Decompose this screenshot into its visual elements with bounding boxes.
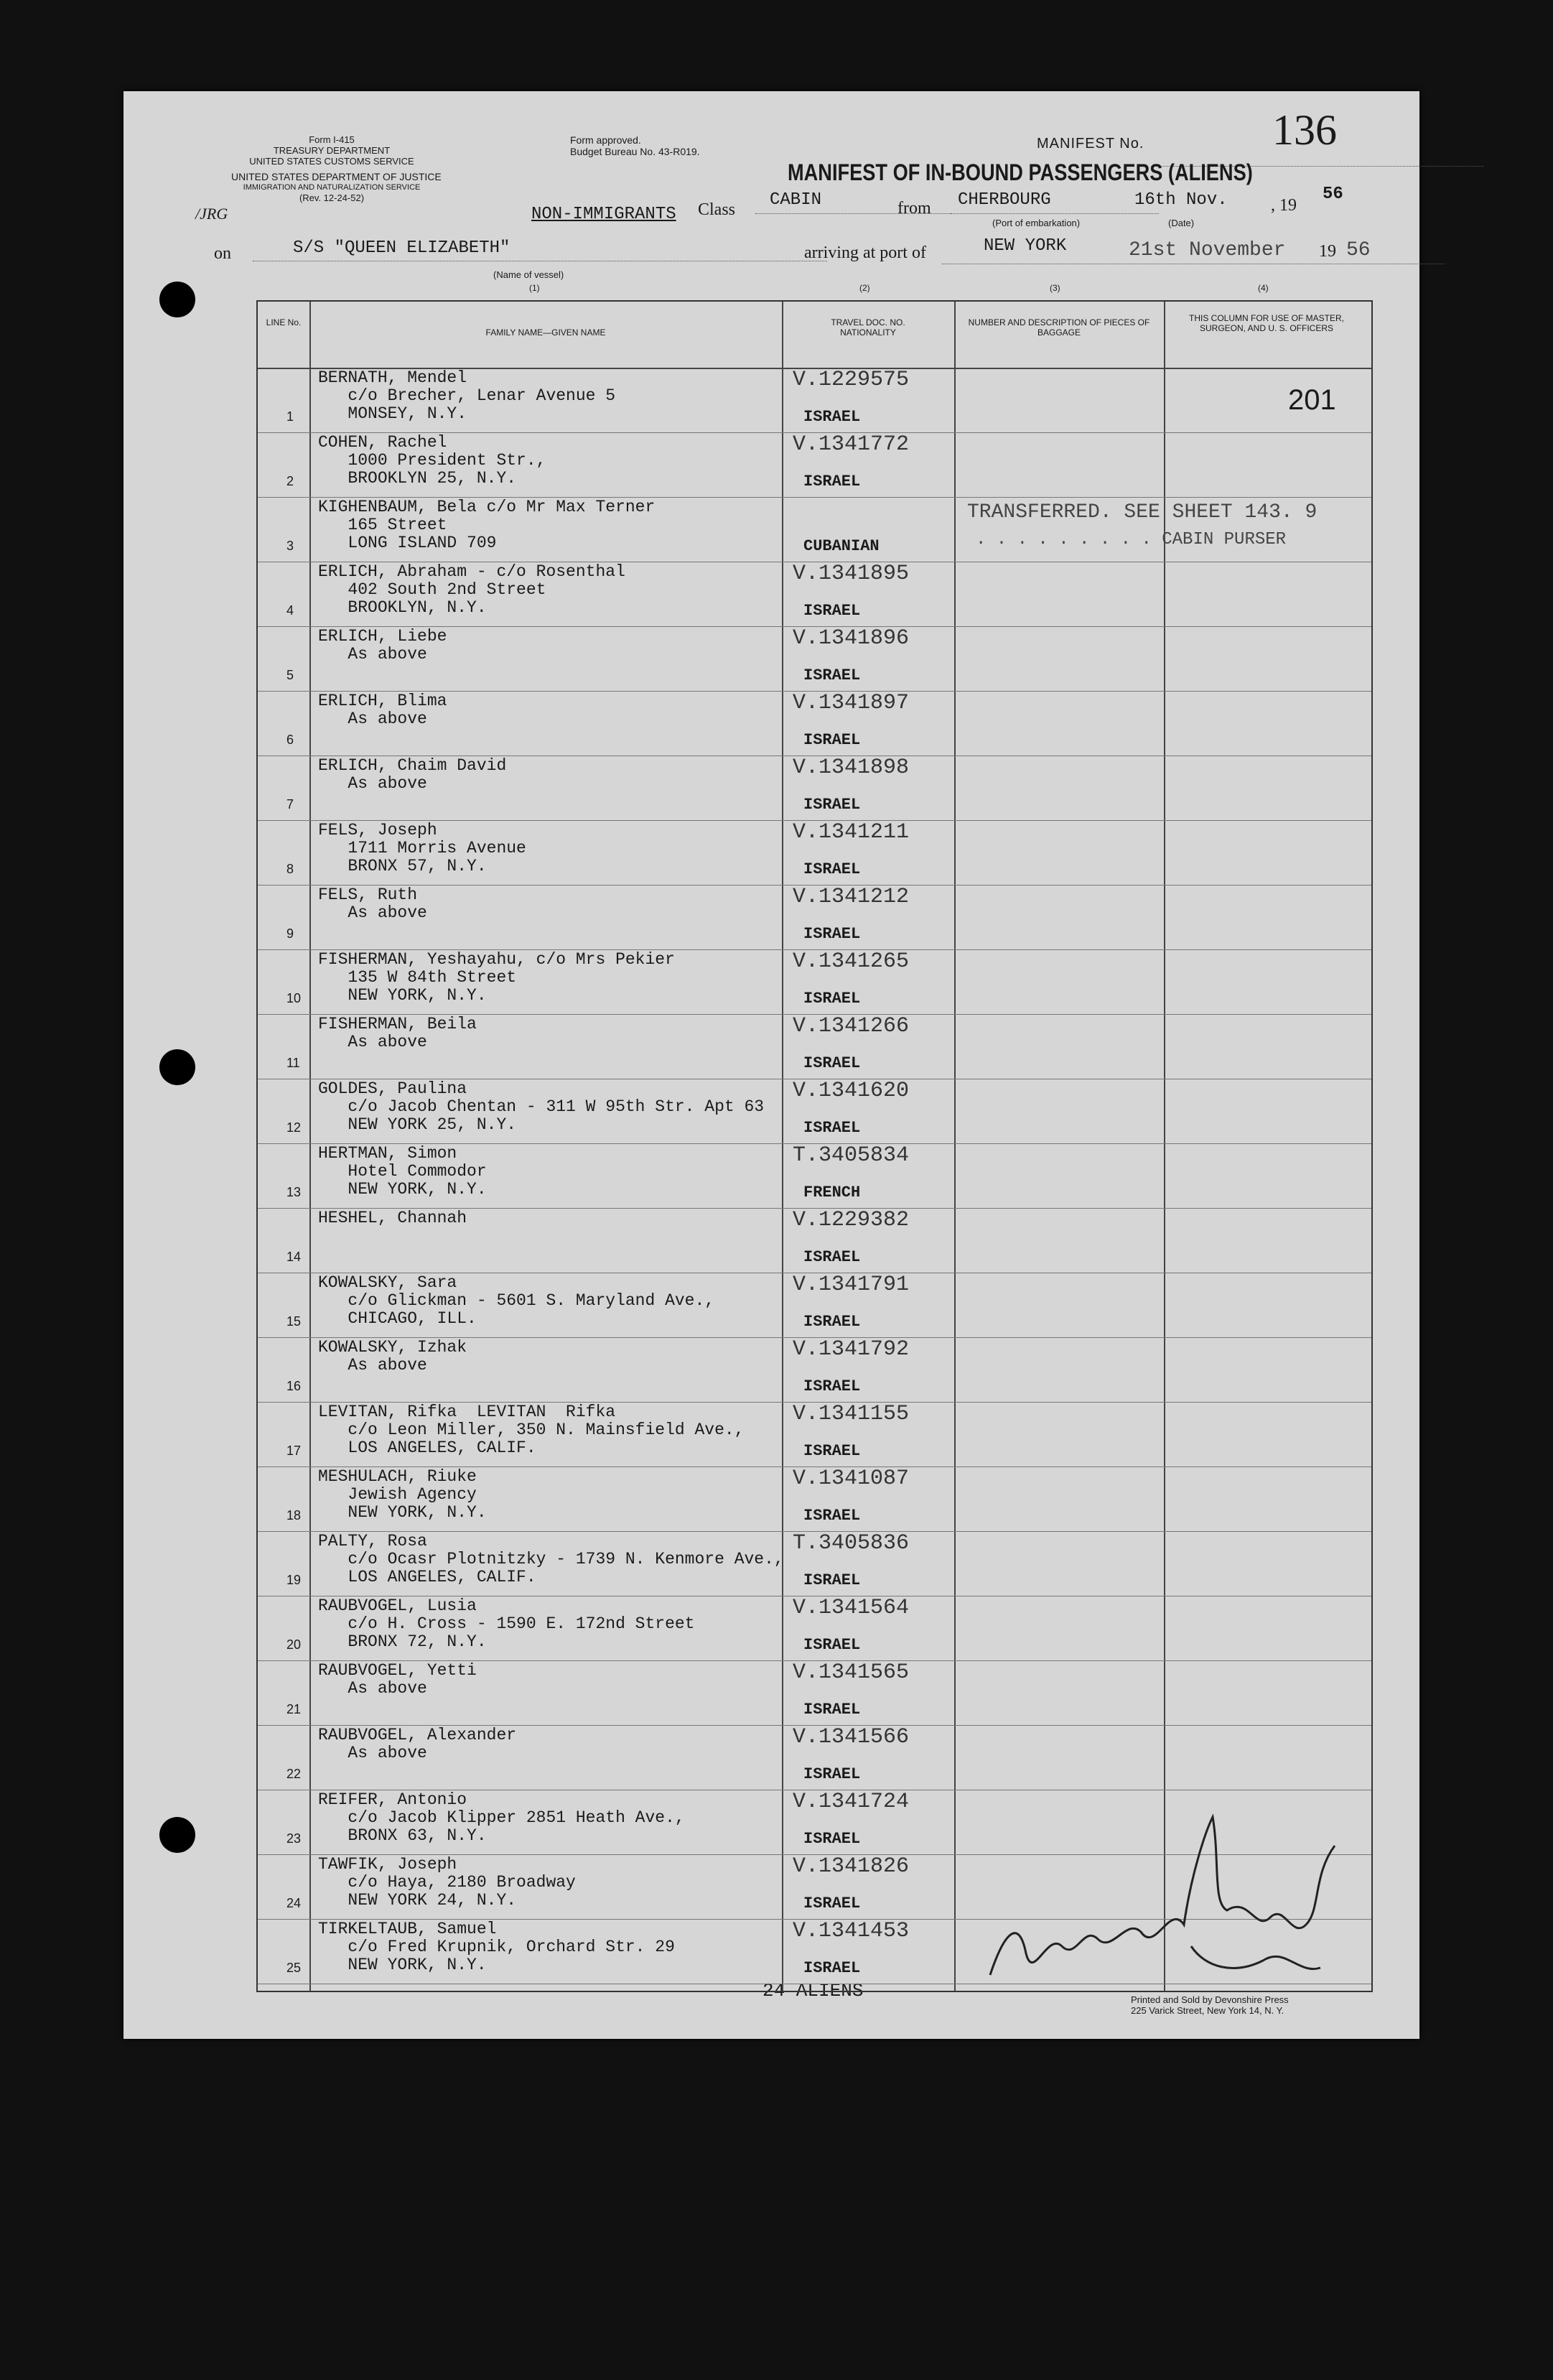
- non-immigrants: NON-IMMIGRANTS: [531, 205, 676, 224]
- date-caption: (Date): [1168, 218, 1195, 228]
- travel-doc-number: V.1341772: [793, 432, 910, 457]
- class-line: [755, 213, 964, 214]
- embark-date: 16th Nov.: [1134, 190, 1228, 210]
- arriving-label: arriving at port of: [804, 243, 926, 262]
- passenger-name: REIFER, Antonio c/o Jacob Klipper 2851 Heath Ave., BRONX 63, N.Y.: [318, 1790, 685, 1845]
- travel-doc-number: V.1341155: [793, 1402, 910, 1426]
- travel-doc-number: V.1341211: [793, 820, 910, 845]
- passenger-table: [256, 300, 1373, 1992]
- handwritten-signature: [976, 1788, 1349, 1989]
- passenger-name: FELS, Ruth As above: [318, 885, 427, 922]
- nationality: ISRAEL: [803, 1571, 861, 1589]
- passenger-name: KIGHENBAUM, Bela c/o Mr Max Terner 165 Street LONG ISLAND 709: [318, 498, 656, 552]
- nationality: ISRAEL: [803, 1765, 861, 1783]
- punch-hole-middle: [159, 1049, 195, 1085]
- nationality: ISRAEL: [803, 1959, 861, 1977]
- passenger-name: COHEN, Rachel 1000 President Str., BROOKLYN 25, N.Y.: [318, 433, 546, 488]
- arrival-year: 56: [1346, 239, 1371, 261]
- nationality: ISRAEL: [803, 1054, 861, 1072]
- nationality: ISRAEL: [803, 990, 861, 1008]
- arrival-year-prefix: 19: [1319, 242, 1336, 261]
- passenger-name: RAUBVOGEL, Yetti As above: [318, 1661, 477, 1698]
- table-row: [258, 756, 1371, 820]
- passenger-name: KOWALSKY, Sara c/o Glickman - 5601 S. Maryland Ave., CHICAGO, ILL.: [318, 1273, 715, 1328]
- line-number: 7: [286, 797, 294, 812]
- line-number: 23: [286, 1831, 302, 1846]
- nationality: ISRAEL: [803, 1119, 861, 1137]
- passenger-name: BERNATH, Mendel c/o Brecher, Lenar Avenue 5 MONSEY, N.Y.: [318, 368, 616, 423]
- line-number: 11: [286, 1056, 300, 1070]
- travel-doc-number: V.1341265: [793, 949, 910, 974]
- passenger-name: ERLICH, Blima As above: [318, 692, 447, 728]
- line-number: 19: [286, 1573, 302, 1587]
- initials: /JRG: [195, 205, 228, 223]
- total-aliens: 24 ALIENS: [762, 1980, 864, 2002]
- travel-doc-number: V.1341564: [793, 1596, 910, 1620]
- manifest-number: 136: [1272, 106, 1337, 154]
- travel-doc-number: V.1229382: [793, 1208, 910, 1232]
- year-value: 56: [1323, 185, 1343, 204]
- line-number: 3: [286, 539, 294, 553]
- vessel-caption: (Name of vessel): [493, 269, 564, 280]
- col3-number: (3): [1050, 283, 1060, 293]
- travel-doc-number: V.1341791: [793, 1273, 910, 1297]
- port-caption: (Port of embarkation): [992, 218, 1081, 228]
- travel-doc-number: V.1341266: [793, 1014, 910, 1038]
- col4-number: (4): [1258, 283, 1269, 293]
- line-number: 14: [286, 1250, 302, 1264]
- table-row: [258, 626, 1371, 691]
- from-label: from: [897, 199, 931, 218]
- travel-doc-number: V.1341826: [793, 1854, 910, 1879]
- travel-doc-number: V.1341897: [793, 691, 910, 715]
- col-header-doc: TRAVEL DOC. NO. NATIONALITY: [831, 317, 905, 338]
- passenger-name: ERLICH, Abraham - c/o Rosenthal 402 South 2nd Street BROOKLYN, N.Y.: [318, 562, 625, 617]
- passenger-name: PALTY, Rosa c/o Ocasr Plotnitzky - 1739 N. Kenmore Ave., LOS ANGELES, CALIF.: [318, 1532, 784, 1586]
- table-row: [258, 1531, 1371, 1596]
- nationality: ISRAEL: [803, 1507, 861, 1525]
- table-row: [258, 820, 1371, 885]
- table-row: [258, 1208, 1371, 1273]
- nationality: ISRAEL: [803, 1636, 861, 1654]
- travel-doc-number: V.1341565: [793, 1660, 910, 1685]
- passenger-name: MESHULACH, Riuke Jewish Agency NEW YORK, N.Y.: [318, 1467, 487, 1522]
- class-label: Class: [698, 200, 736, 219]
- table-row: [258, 885, 1371, 949]
- travel-doc-number: V.1229575: [793, 368, 910, 392]
- nationality: ISRAEL: [803, 796, 861, 814]
- table-row: [258, 1725, 1371, 1790]
- year-prefix: , 19: [1271, 196, 1297, 215]
- vessel-name: S/S "QUEEN ELIZABETH": [293, 238, 510, 258]
- passenger-name: HERTMAN, Simon Hotel Commodor NEW YORK, N.Y.: [318, 1144, 487, 1199]
- line-number: 20: [286, 1637, 302, 1652]
- passenger-name: ERLICH, Chaim David As above: [318, 756, 507, 793]
- manifest-title: MANIFEST OF IN-BOUND PASSENGERS (ALIENS): [788, 159, 1253, 185]
- passenger-name: TIRKELTAUB, Samuel c/o Fred Krupnik, Orchard Str. 29 NEW YORK, N.Y.: [318, 1920, 675, 1974]
- punch-hole-top: [159, 282, 195, 317]
- nationality: ISRAEL: [803, 473, 861, 491]
- nationality: ISRAEL: [803, 1313, 861, 1331]
- table-row: [258, 1143, 1371, 1208]
- line-number: 6: [286, 733, 294, 747]
- col-header-line: LINE No.: [266, 317, 302, 327]
- table-row: [258, 1466, 1371, 1531]
- officer-number: 201: [1288, 384, 1336, 416]
- nationality: ISRAEL: [803, 1830, 861, 1848]
- passenger-name: FISHERMAN, Beila As above: [318, 1015, 477, 1051]
- travel-doc-number: V.1341724: [793, 1790, 910, 1814]
- table-row: [258, 432, 1371, 497]
- nationality: ISRAEL: [803, 408, 861, 426]
- travel-doc-number: V.1341566: [793, 1725, 910, 1749]
- revision: (Rev. 12-24-52): [299, 192, 365, 203]
- table-row: [258, 1596, 1371, 1660]
- on-label: on: [214, 244, 231, 263]
- nationality: ISRAEL: [803, 1377, 861, 1395]
- punch-hole-bottom: [159, 1817, 195, 1853]
- travel-doc-number: V.1341896: [793, 626, 910, 651]
- line-number: 13: [286, 1185, 302, 1199]
- line-number: 9: [286, 926, 294, 941]
- table-row: [258, 1079, 1371, 1143]
- travel-doc-number: T.3405834: [793, 1143, 910, 1168]
- col-header-baggage: NUMBER AND DESCRIPTION OF PIECES OF BAGGAGE: [968, 317, 1150, 338]
- nationality: ISRAEL: [803, 1895, 861, 1912]
- nationality: ISRAEL: [803, 731, 861, 749]
- port-line: [951, 213, 1159, 214]
- table-row: [258, 1337, 1371, 1402]
- passenger-name: FISHERMAN, Yeshayahu, c/o Mrs Pekier 135 W 84th Street NEW YORK, N.Y.: [318, 950, 675, 1005]
- line-number: 2: [286, 474, 294, 488]
- col-header-officers: THIS COLUMN FOR USE OF MASTER, SURGEON, AND U. S. OFFICERS: [1188, 313, 1344, 333]
- table-row: [258, 368, 1371, 432]
- passenger-name: LEVITAN, Rifka LEVITAN Rifka c/o Leon Miller, 350 N. Mainsfield Ave., LOS ANGELES, CALIF.: [318, 1403, 745, 1457]
- col1-number: (1): [529, 283, 540, 293]
- col2-number: (2): [859, 283, 870, 293]
- travel-doc-number: V.1341620: [793, 1079, 910, 1103]
- arrival-date: 21st November: [1129, 239, 1286, 261]
- form-approved: Form approved.: [570, 134, 641, 146]
- passenger-name: GOLDES, Paulina c/o Jacob Chentan - 311 W 95th Str. Apt 63 NEW YORK 25, N.Y.: [318, 1079, 765, 1134]
- line-number: 4: [286, 603, 294, 618]
- travel-doc-number: V.1341792: [793, 1337, 910, 1362]
- line-number: 24: [286, 1896, 302, 1910]
- nationality: FRENCH: [803, 1184, 861, 1201]
- transfer-note-purser: . . . . . . . . . CABIN PURSER: [976, 530, 1287, 549]
- line-number: 16: [286, 1379, 302, 1393]
- line-number: 18: [286, 1508, 302, 1523]
- travel-doc-number: V.1341898: [793, 756, 910, 780]
- nationality: CUBANIAN: [803, 537, 880, 555]
- col-header-name: FAMILY NAME—GIVEN NAME: [485, 327, 606, 338]
- table-row: [258, 691, 1371, 756]
- passenger-name: RAUBVOGEL, Alexander As above: [318, 1726, 517, 1762]
- nationality: ISRAEL: [803, 925, 861, 943]
- travel-doc-number: V.1341212: [793, 885, 910, 909]
- table-row: [258, 1014, 1371, 1079]
- printer-line-1: Printed and Sold by Devonshire Press: [1131, 1994, 1289, 2005]
- customs-service: UNITED STATES CUSTOMS SERVICE: [249, 156, 414, 167]
- travel-doc-number: V.1341453: [793, 1919, 910, 1943]
- passenger-name: KOWALSKY, Izhak As above: [318, 1338, 467, 1375]
- table-row: [258, 1660, 1371, 1725]
- port-embarkation: CHERBOURG: [958, 190, 1051, 210]
- nationality: ISRAEL: [803, 860, 861, 878]
- passenger-name: ERLICH, Liebe As above: [318, 627, 447, 664]
- table-row: [258, 1273, 1371, 1337]
- nationality: ISRAEL: [803, 666, 861, 684]
- line-number: 15: [286, 1314, 302, 1329]
- arrival-port: NEW YORK: [984, 236, 1067, 256]
- passenger-name: HESHEL, Channah: [318, 1209, 467, 1227]
- line-number: 22: [286, 1767, 302, 1781]
- line-number: 10: [286, 991, 302, 1005]
- line-number: 25: [286, 1961, 302, 1975]
- nationality: ISRAEL: [803, 1248, 861, 1266]
- transfer-note: TRANSFERRED. SEE SHEET 143. 9: [967, 501, 1318, 524]
- nationality: ISRAEL: [803, 1442, 861, 1460]
- travel-doc-number: V.1341087: [793, 1466, 910, 1491]
- nationality: ISRAEL: [803, 602, 861, 620]
- line-number: 21: [286, 1702, 302, 1716]
- line-number: 5: [286, 668, 294, 682]
- justice-dept: UNITED STATES DEPARTMENT OF JUSTICE: [231, 171, 442, 182]
- printer-line-2: 225 Varick Street, New York 14, N. Y.: [1131, 2005, 1284, 2016]
- table-row: [258, 1402, 1371, 1466]
- class-value: CABIN: [770, 190, 822, 210]
- passenger-name: TAWFIK, Joseph c/o Haya, 2180 Broadway NEW YORK 24, N.Y.: [318, 1855, 576, 1910]
- line-number: 8: [286, 862, 294, 876]
- passenger-name: FELS, Joseph 1711 Morris Avenue BRONX 57, N.Y.: [318, 821, 526, 875]
- ins-service: IMMIGRATION AND NATURALIZATION SERVICE: [243, 183, 421, 192]
- budget-bureau: Budget Bureau No. 43-R019.: [570, 146, 700, 157]
- treasury-dept: TREASURY DEPARTMENT: [273, 145, 391, 156]
- line-number: 1: [286, 409, 294, 424]
- table-row: [258, 949, 1371, 1014]
- nationality: ISRAEL: [803, 1701, 861, 1719]
- travel-doc-number: T.3405836: [793, 1531, 910, 1556]
- manifest-label: MANIFEST No.: [1037, 136, 1144, 152]
- travel-doc-number: V.1341895: [793, 562, 910, 586]
- table-row: [258, 562, 1371, 626]
- line-number: 12: [286, 1120, 302, 1135]
- line-number: 17: [286, 1444, 302, 1458]
- passenger-name: RAUBVOGEL, Lusia c/o H. Cross - 1590 E. 172nd Street BRONX 72, N.Y.: [318, 1596, 695, 1651]
- form-number: Form I-415: [309, 134, 355, 145]
